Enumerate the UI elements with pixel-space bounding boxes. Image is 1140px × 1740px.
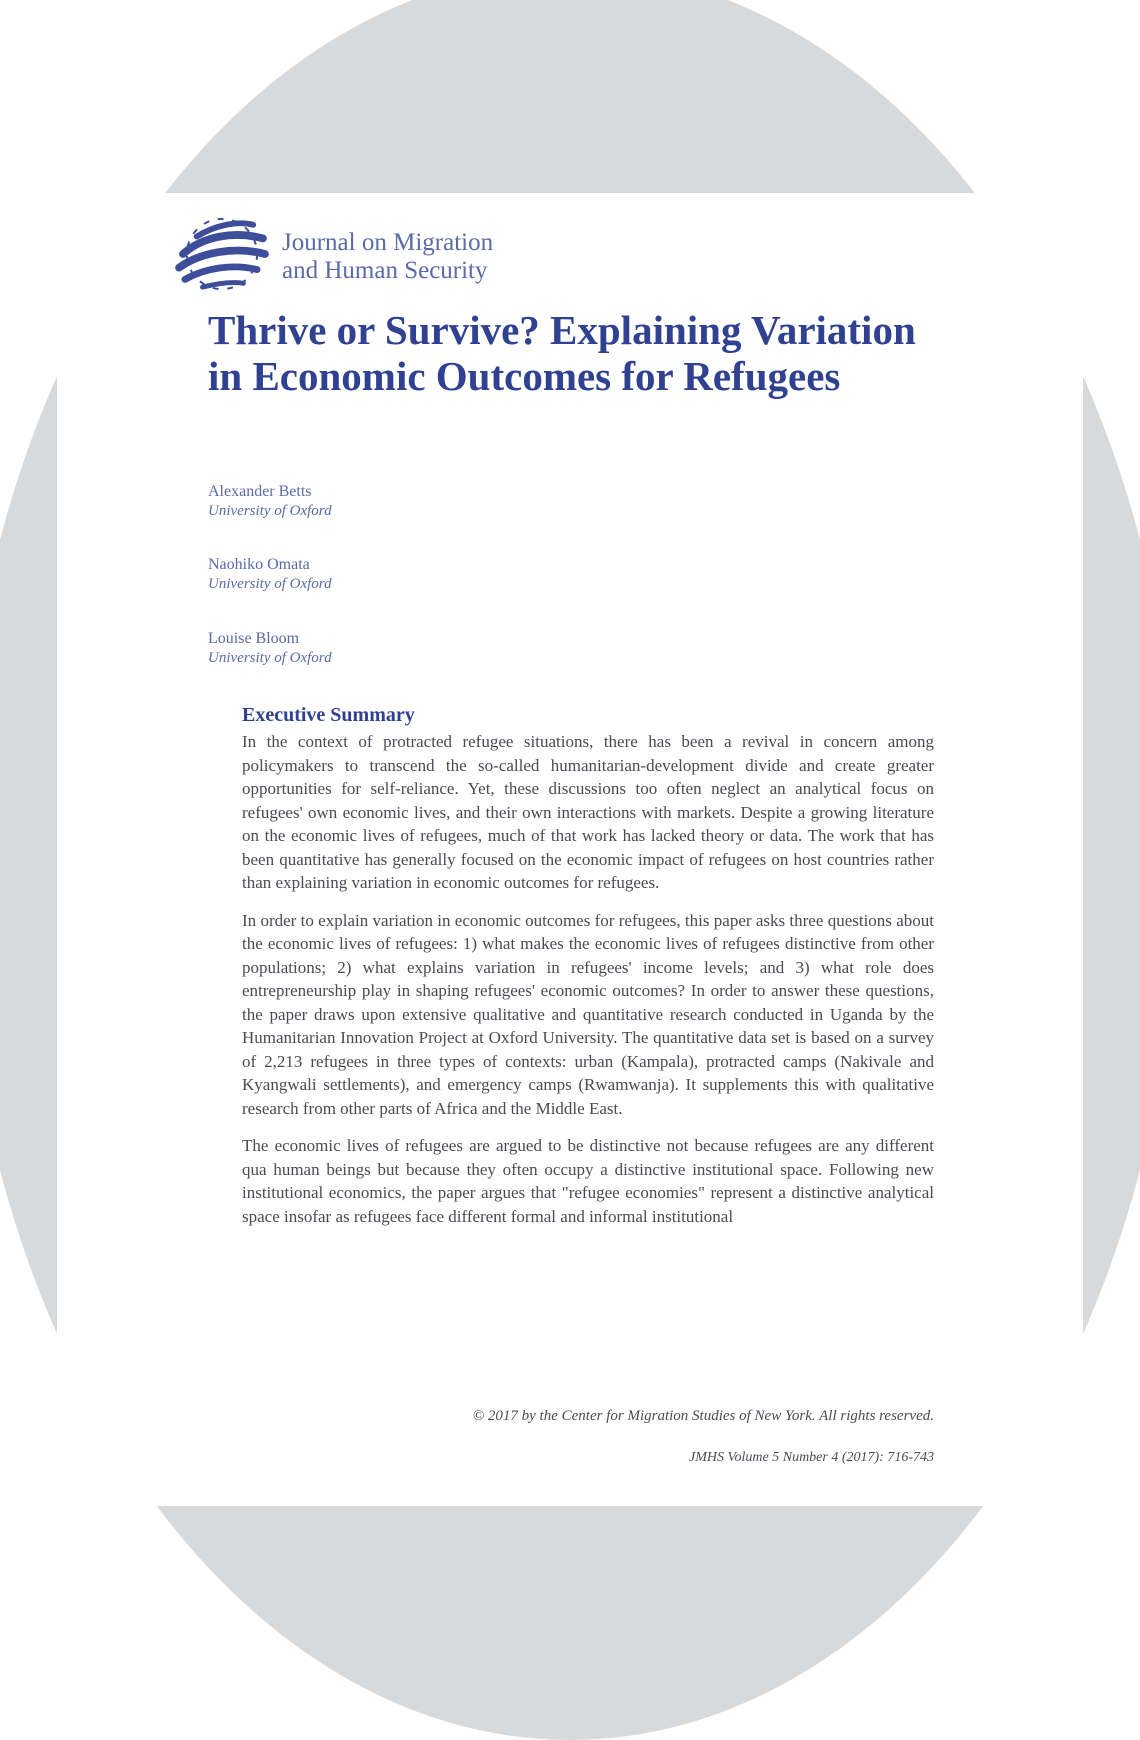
author-block (208, 554, 332, 594)
summary-heading: Executive Summary (242, 704, 415, 726)
author-name: Louise Bloom (208, 630, 300, 647)
summary-paragraph: In the context of protracted refugee situations, there has been a revival in concern among policymakers to transcend the so-called humanitarian-development divide and create greater opportunities for self-reliance. Yet, these discussions too often neglect an analytical focus on refugees' own economic lives, and their own interactions with markets. Despite a growing literature on the economic lives of refugees, much of that work has lacked theory or data. The work that has been quantitative has generally focused on the economic impact of refugees on host countries rather than explaining variation in economic outcomes for refugees. (242, 732, 934, 892)
author-affiliation: University of Oxford (208, 503, 332, 519)
summary-paragraph: The economic lives of refugees are argued to be distinctive not because refugees are any different qua human beings but because they often occupy a distinctive institutional space. Following new institutional economics, the paper argues that "refugee economies" represent a distinctive analytical space insofar as refugees face different formal and informal institutional (242, 1136, 934, 1226)
author-name: Alexander Betts (208, 483, 312, 500)
journal-name (282, 229, 493, 285)
article-title: Thrive or Survive? Explaining Variation in Economic Outcomes for Refugees (208, 307, 916, 399)
copyright-notice: © 2017 by the Center for Migration Studies of New York. All rights reserved. (472, 1408, 934, 1424)
journal-name-line1: Journal on Migration (282, 229, 494, 256)
author-affiliation: University of Oxford (208, 576, 332, 592)
author-name: Naohiko Omata (208, 556, 310, 573)
journal-citation: JMHS Volume 5 Number 4 (2017): 716-743 (689, 1450, 934, 1465)
author-block (208, 481, 332, 521)
journal-logo-icon (173, 215, 271, 293)
author-affiliation: University of Oxford (208, 650, 332, 666)
journal-name-line2: and Human Security (282, 257, 488, 284)
executive-summary (242, 702, 934, 1252)
author-block (208, 628, 332, 668)
paper-page (57, 193, 1083, 1506)
summary-paragraph: In order to explain variation in economic outcomes for refugees, this paper asks three questions about the economic lives of refugees: 1) what makes the economic lives of refugees distinctive from other populations; 2) what explains variation in refugees' income levels; and 3) what role does entrepreneurship play in shaping refugees' economic outcomes? In order to answer these questions, the paper draws upon extensive qualitative and quantitative research conducted in Uganda by the Humanitarian Innovation Project at Oxford University. The quantitative data set is based on a survey of 2,213 refugees in three types of contexts: urban (Kampala), protracted camps (Nakivale and Kyangwali settlements), and emergency camps (Rwamwanja). It supplements this with qualitative research from other parts of Africa and the Middle East. (242, 910, 934, 1118)
